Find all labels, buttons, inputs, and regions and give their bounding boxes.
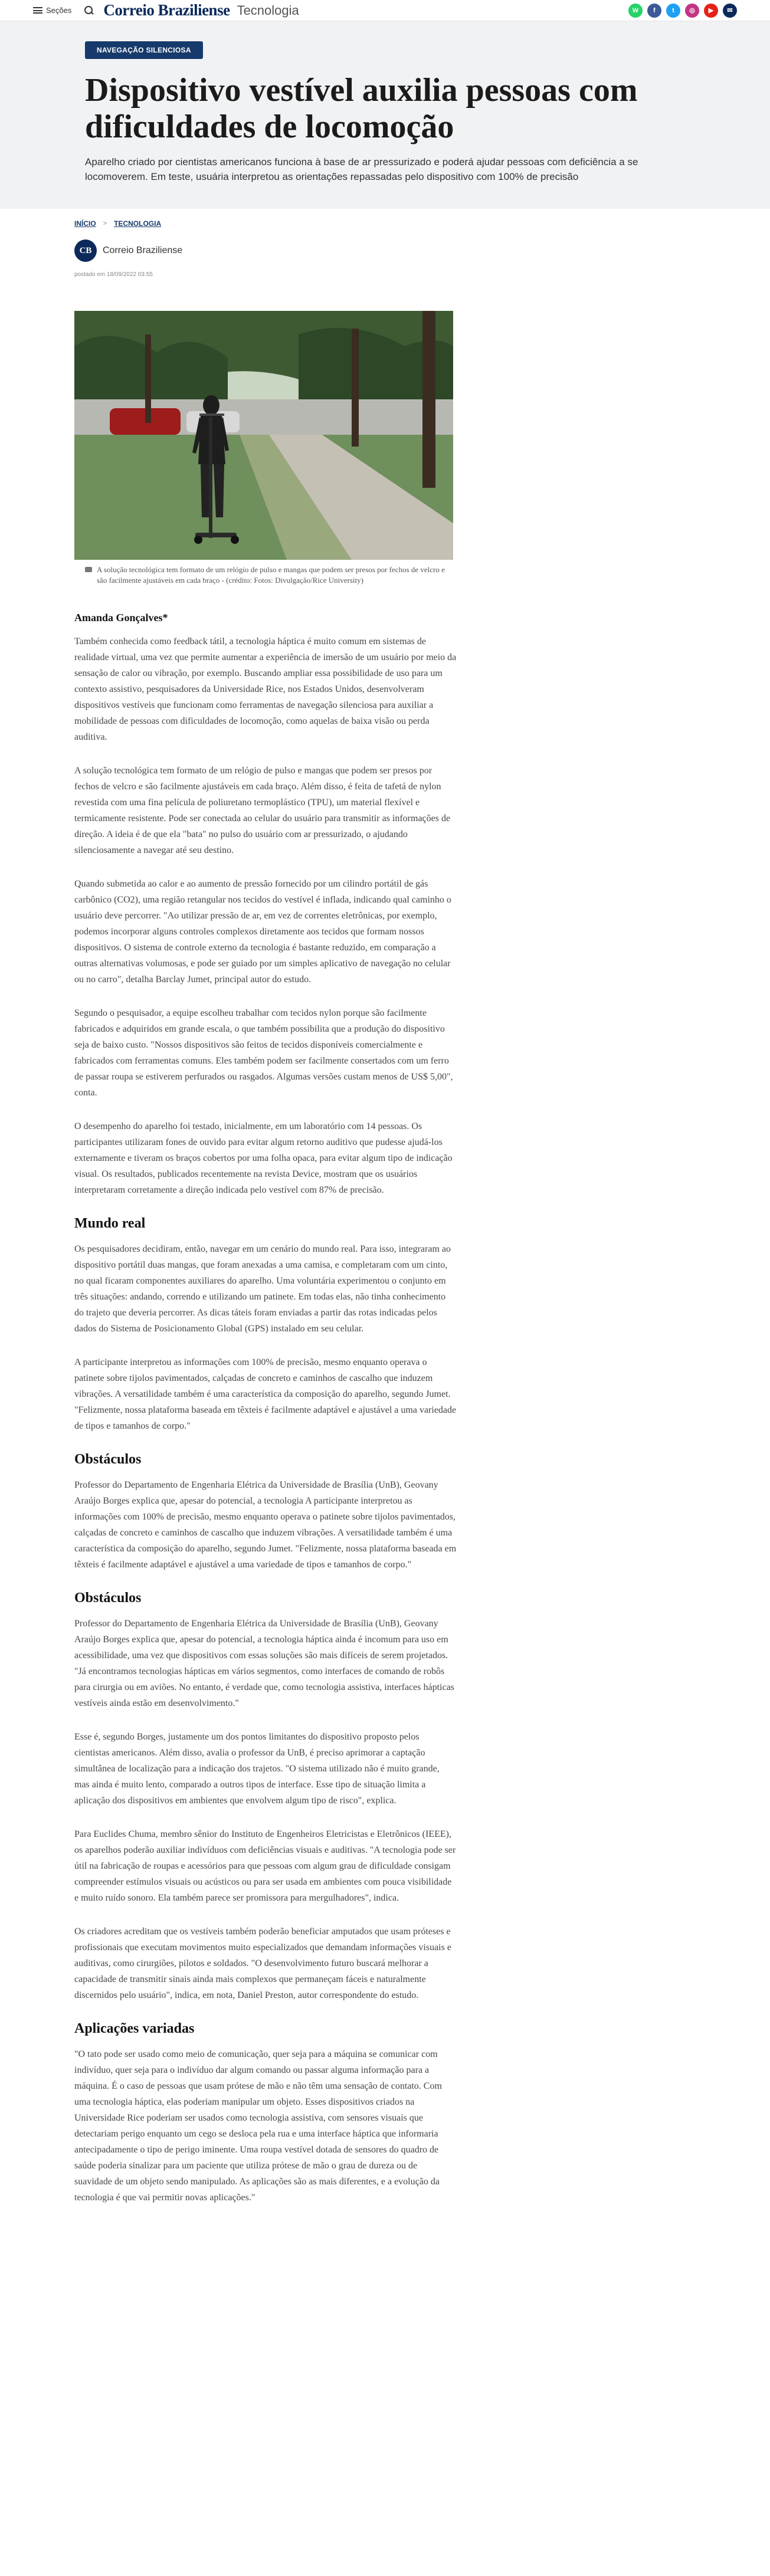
article-paragraph: Professor do Departamento de Engenharia Elétrica da Universidade de Brasília (UnB), Geovany Araújo Borges explica que, apesar do potencial, a tecnologia A participante interpretou as informações com 100% de precisão, mesmo enquanto operava o patinete sobre tijolos pavimentados, calçadas de concreto e caminhos de cascalho que induzem vibrações. A versatilidade também é uma característica da composição do aparelho, segundo Jumet. "Felizmente, nossa plataforma baseada em têxteis é facilmente adaptável e ajustável a uma variedade de tipos e tamanhos de corpo.": [74, 1480, 457, 1570]
search-icon[interactable]: [84, 6, 94, 15]
breadcrumb-section-link[interactable]: TECNOLOGIA: [114, 219, 162, 228]
article-paragraph: Professor do Departamento de Engenharia Elétrica da Universidade de Brasília (UnB), Geovany Araújo Borges explica que, apesar do potencial, a tecnologia háptica ainda é incomum para uso em acessibilidade, uma vez que dispositivos com essas soluções são mais difíceis de serem projetados. "Já encontramos tecnologias hápticas em vários segmentos, como interfaces de comando de robôs para cirurgia ou em aviões. No entanto, é verdade que, como tecnologia assistiva, interfaces hápticas vestíveis ainda estão em desenvolvimento.": [74, 1619, 454, 1708]
section-heading: Aplicações variadas: [74, 2021, 195, 2036]
article-paragraph: "O tato pode ser usado como meio de comunicação, quer seja para a máquina se comunicar com indivíduo, quer seja para o indivíduo dar algum comando ou passar alguma informação para a máquina. É o caso de pessoas que usam prótese de mão e não têm uma sensação de contato. Com uma tecnologia háptica, elas poderiam manipular um objeto. Esses dispositivos criados na Universidade Rice poderiam ser usados como tecnologia assistiva, com sensores visuais que detectariam perigo enquanto um cego se desloca pela rua e uma interface háptica que informaria antecipadamente o tipo de perigo iminente. Uma roupa vestível dotada de sensores do quadro de saúde poderia sinalizar para um paciente que utiliza prótese de mão o grau de dureza ou de suavidade de um objeto sendo manipulado. As aplicações são as mais diferentes, e a evolução da tecnologia é que vai permitir novas aplicações.": [74, 2049, 442, 2203]
chevron-right-icon: >: [103, 220, 107, 227]
camera-icon: [85, 567, 92, 572]
article-meta: [0, 209, 770, 278]
article-photo[interactable]: [74, 311, 453, 560]
article-paragraph: Os criadores acreditam que os vestíveis também poderão beneficiar amputados que usam próteses e profissionais que executam movimentos muito especializados que demandam informações visuais e auditivas, como cirurgiões, pilotos e soldados. "O desenvolvimento futuro buscará melhorar a capacidade de transmitir sinais ainda mais complexos que permaneçam fáceis e naturalmente discernidos pelo usuário", indica, em nota, Daniel Preston, autor correspondente do estudo.: [74, 1927, 451, 2000]
sections-menu-label: Seções: [46, 6, 72, 15]
section-title[interactable]: Tecnologia: [237, 2, 299, 18]
article-paragraph: Esse é, segundo Borges, justamente um dos pontos limitantes do dispositivo proposto pelos cientistas americanos. Além disso, avalia o professor da UnB, é preciso aprimorar a captação simultânea de localização para a indicação dos trajetos. "O sistema utilizado não é muito grande, mas ainda é muito lento, comparado a outros tipos de interface. Esse tipo de situação limita a aplicação dos dispositivos em ambientes que envolvem algum tipo de risco", explica.: [74, 1732, 440, 1806]
instagram-icon[interactable]: ◎: [685, 4, 699, 18]
article-hero: [0, 21, 770, 209]
whatsapp-icon[interactable]: W: [628, 4, 643, 18]
breadcrumb: [74, 219, 696, 228]
facebook-icon[interactable]: f: [647, 4, 661, 18]
article-figure: [74, 311, 453, 586]
author-avatar[interactable]: CB: [74, 239, 97, 262]
author-line: [74, 239, 696, 262]
section-heading: Obstáculos: [74, 1590, 142, 1606]
article-paragraph: Também conhecida como feedback tátil, a tecnologia háptica é muito comum em sistemas de realidade virtual, uma vez que permite aumentar a experiência de imersão de um usuário por meio da sensação de calor ou vibração, por exemplo. Buscando ampliar essa possibilidade de uso para um contexto assistivo, pesquisadores da Universidade Rice, nos Estados Unidos, desenvolveram dispositivos vestíveis que funcionam como ferramentas de navegação silenciosa para auxiliar a mobilidade de pessoas com dificuldades de locomoção, como aquelas de baixa visão ou perda auditiva.: [74, 636, 457, 742]
article-paragraph: A solução tecnológica tem formato de um relógio de pulso e mangas que podem ser presos por fechos de velcro e são facilmente ajustáveis em cada braço. Além disso, é feita de tafetá de nylon revestida com uma fina película de poliuretano termoplástico (TPU), um material flexível e termicamente resistente. Pode ser conectada ao celular do usuário para transmitir as informações de direção. A ideia é de que ela "bata" no pulso do usuário com ar pressurizado, o ajudando silenciosamente a navegar até seu destino.: [74, 766, 451, 855]
article-paragraph: Para Euclides Chuma, membro sênior do Instituto de Engenheiros Eletricistas e Eletrônicos (IEEE), os aparelhos poderão auxiliar indivíduos com deficiências visuais e auditivas. "A tecnologia pode ser útil na fabricação de roupas e acessórios para que pessoas com algum grau de dificuldade consigam compreender estímulos visuais ou acústicos ou para ser usada em ambientes com pouca visibilidade e muito ruído sonoro. Ela também parece ser promissora para mergulhadores", indica.: [74, 1829, 456, 1903]
author-name[interactable]: Correio Braziliense: [103, 245, 183, 255]
sections-menu-button[interactable]: [33, 6, 71, 15]
site-logo[interactable]: Correio Braziliense: [103, 1, 230, 19]
photo-caption: [74, 565, 453, 586]
hamburger-icon: [33, 7, 42, 14]
article-paragraph: Quando submetida ao calor e ao aumento de pressão fornecido por um cilindro portátil de gás carbônico (CO2), uma região retangular nos tecidos do vestível é inflada, indicando qual caminho o usuário deve percorrer. "Ao utilizar pressão de ar, em vez de correntes eletrônicas, por exemplo, podemos incorporar alguns controles complexos diretamente aos tecidos que formam nossos dispositivos. O sistema de controle externo da tecnologia é bastante reduzido, em comparação a outras alternativas volumosas, e pode ser guiado por um simples aplicativo de navegação no celular ou no carro", detalha Barclay Jumet, principal autor do estudo.: [74, 879, 451, 985]
article-paragraph: A participante interpretou as informações com 100% de precisão, mesmo enquanto operava o patinete sobre tijolos pavimentados, calçadas de concreto e caminhos de cascalho que induzem vibrações. A versatilidade também é uma característica da composição do aparelho, segundo Jumet. "Felizmente, nossa plataforma baseada em têxteis é facilmente adaptável e ajustável a uma variedade de tipos e tamanhos de corpo.": [74, 1357, 457, 1431]
article-paragraph: O desempenho do aparelho foi testado, inicialmente, em um laboratório com 14 pessoas. Os participantes utilizaram fones de ouvido para evitar algum retorno auditivo que pudesse ajudá-los externamente e tiveram os braços cobertos por uma folha opaca, para evitar algum tipo de indicação visual. Os resultados, publicados recentemente na revista Device, mostram que os usuários interpretaram corretamente a direção indicada pelo vestível com 87% de precisão.: [74, 1121, 453, 1195]
article-kicker: NAVEGAÇÃO SILENCIOSA: [85, 41, 203, 59]
caption-text: A solução tecnológica tem formato de um relógio de pulso e mangas que podem ser presos por fechos de velcro e são facilmente ajustáveis em cada braço - (crédito: Fotos: Divulgação/Rice University): [97, 565, 445, 585]
section-heading: Mundo real: [74, 1216, 146, 1231]
social-links: [628, 4, 737, 18]
article-subtitle: Aparelho criado por cientistas americanos funciona à base de ar pressurizado e poderá ajudar pessoas com deficiência a se locomoverem. Em teste, usuária interpretou as orientações repassadas pelo dispositivo com 100% de precisão: [85, 156, 638, 182]
breadcrumb-home-link[interactable]: INÍCIO: [74, 219, 96, 228]
section-heading: Obstáculos: [74, 1452, 142, 1467]
youtube-icon[interactable]: ▶: [704, 4, 718, 18]
article-title: Dispositivo vestível auxilia pessoas com dificuldades de locomoção: [85, 72, 638, 145]
post-timestamp: postado em 18/09/2022 03:55: [74, 271, 153, 278]
article-byline: Amanda Gonçalves*: [74, 612, 168, 624]
article-paragraph: Os pesquisadores decidiram, então, navegar em um cenário do mundo real. Para isso, integraram ao dispositivo portátil duas mangas, que foram anexadas a uma camisa, e completaram com um cinto, no qual ficaram componentes auxiliares do aparelho. Uma voluntária experimentou o conjunto em três situações: andando, correndo e utilizando um patinete. Em todas elas, não tinha conhecimento do trajeto que deveria percorrer. As dicas táteis foram enviadas a partir das rotas indicadas pelos dados do Sistema de Posicionamento Global (GPS) instalado em seu celular.: [74, 1244, 451, 1334]
email-icon[interactable]: ✉: [723, 4, 737, 18]
article-paragraph: Segundo o pesquisador, a equipe escolheu trabalhar com tecidos nylon porque são facilmente fabricados e adquiridos em grande escala, o que também possibilita que a produção do dispositivo seja de baixo custo. "Nossos dispositivos são feitos de tecidos disponíveis comercialmente e fabricados com ferramentas comuns. Eles também podem ser facilmente consertados com um ferro de passar roupa se estiverem perfurados ou rasgados. Algumas versões custam menos de US$ 5,00", conta.: [74, 1008, 453, 1098]
article-body: [74, 586, 457, 2259]
top-bar: [0, 0, 770, 21]
twitter-icon[interactable]: t: [666, 4, 680, 18]
